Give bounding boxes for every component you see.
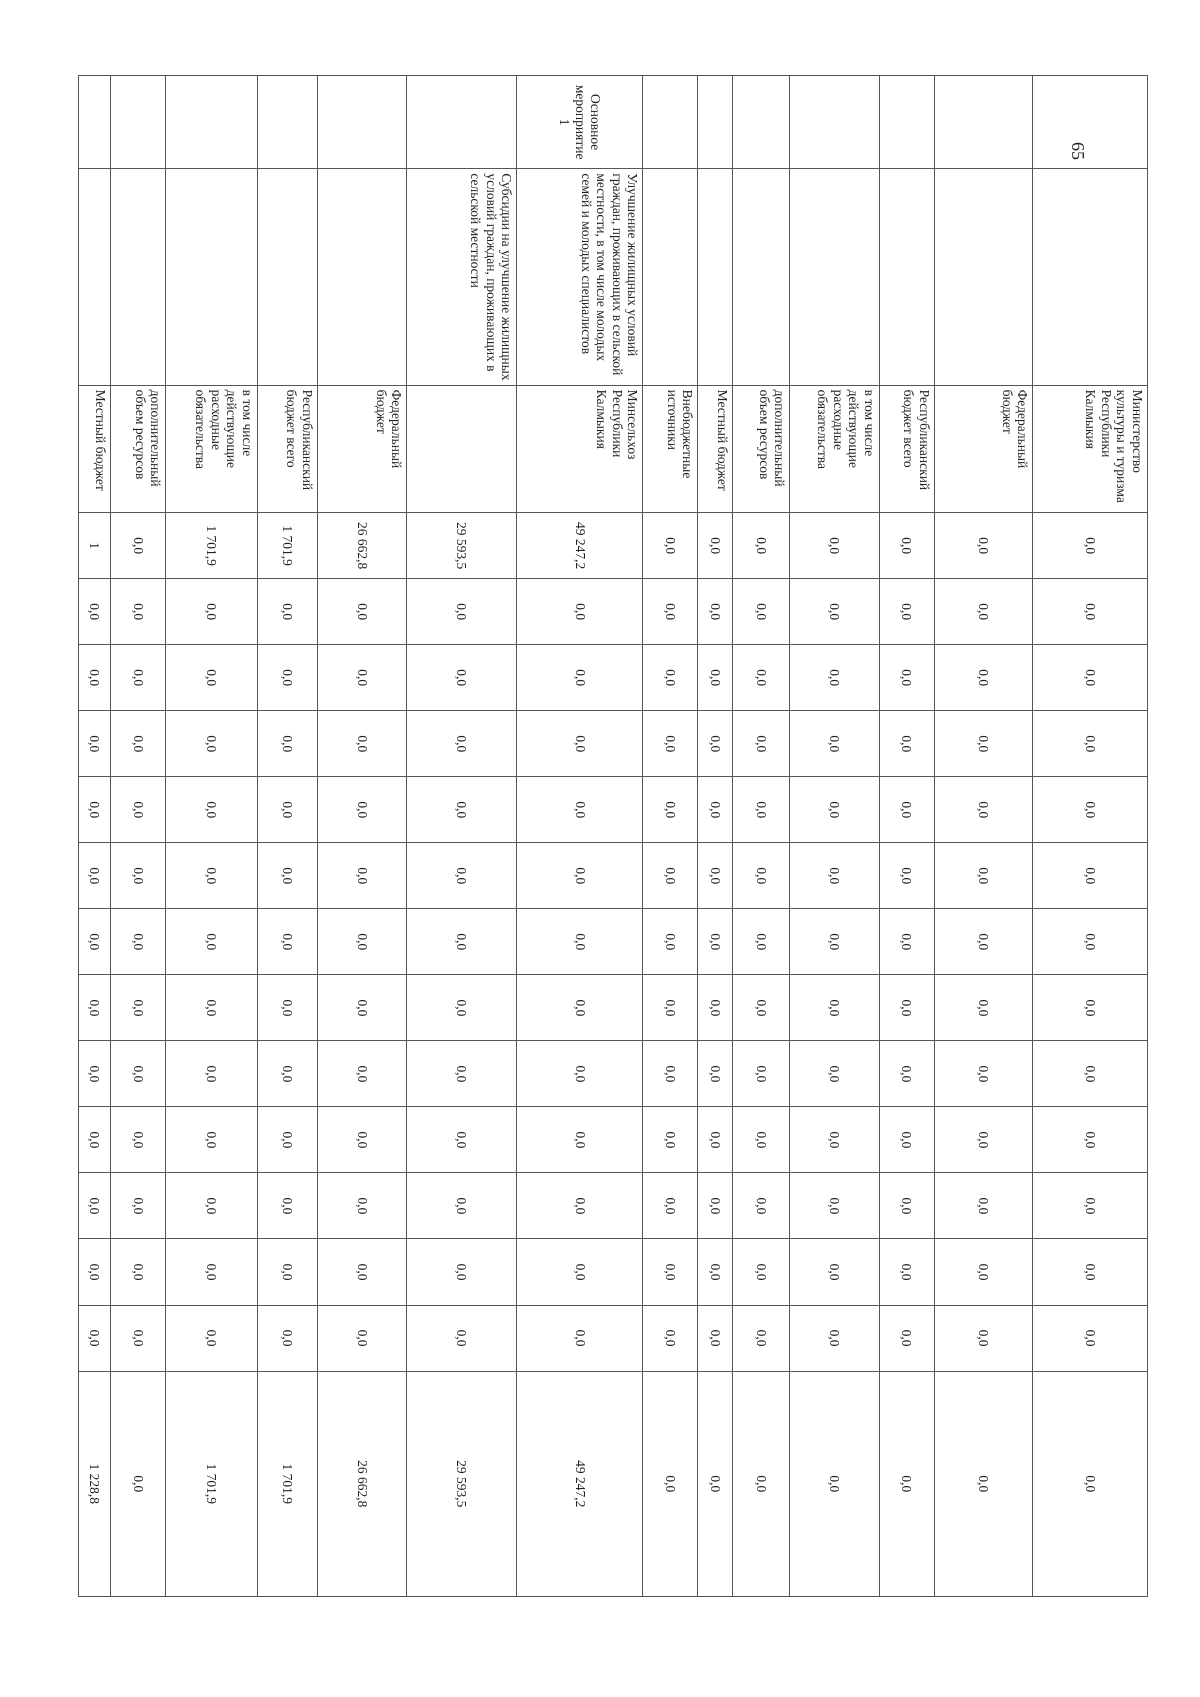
value-cell: 0,0 — [643, 909, 698, 975]
source-cell: Федеральный бюджет — [934, 385, 1033, 513]
value-cell: 0,0 — [790, 513, 879, 579]
value-cell: 0,0 — [643, 975, 698, 1041]
value-cell: 1 — [79, 513, 111, 579]
value-cell: 0,0 — [934, 777, 1033, 843]
event-number-cell — [879, 76, 934, 169]
value-cell: 0,0 — [643, 1041, 698, 1107]
value-cell: 0,0 — [879, 1041, 934, 1107]
table-row — [790, 76, 879, 1597]
source-cell: Местный бюджет — [698, 385, 732, 513]
value-cell: 0,0 — [732, 1305, 789, 1371]
table-row — [317, 76, 406, 1597]
value-cell: 0,0 — [79, 777, 111, 843]
value-cell: 0,0 — [79, 843, 111, 909]
value-cell: 0,0 — [934, 645, 1033, 711]
value-cell: 0,0 — [790, 909, 879, 975]
value-cell: 0,0 — [732, 645, 789, 711]
value-cell: 0,0 — [643, 1305, 698, 1371]
value-cell: 0,0 — [643, 1173, 698, 1239]
source-cell: дополнительный объем ресурсов — [732, 385, 789, 513]
value-cell: 0,0 — [790, 975, 879, 1041]
value-cell: 0,0 — [732, 1173, 789, 1239]
table-row — [111, 76, 166, 1597]
total-value-cell: 49 247,2 — [517, 1371, 643, 1596]
value-cell: 0,0 — [1033, 975, 1148, 1041]
value-cell: 0,0 — [879, 777, 934, 843]
value-cell: 0,0 — [790, 645, 879, 711]
rotated-page — [78, 75, 1148, 1597]
event-number-cell — [1033, 76, 1148, 169]
source-cell: Республиканский бюджет всего — [879, 385, 934, 513]
value-cell: 0,0 — [79, 1173, 111, 1239]
value-cell: 0,0 — [258, 711, 318, 777]
value-cell: 0,0 — [790, 1173, 879, 1239]
value-cell: 29 593,5 — [407, 513, 517, 579]
value-cell: 0,0 — [732, 777, 789, 843]
value-cell: 0,0 — [790, 1305, 879, 1371]
value-cell: 0,0 — [698, 1107, 732, 1173]
value-cell: 0,0 — [698, 777, 732, 843]
source-cell: Республиканский бюджет всего — [258, 385, 318, 513]
value-cell: 0,0 — [111, 645, 166, 711]
event-number-cell — [166, 76, 258, 169]
table-row — [879, 76, 934, 1597]
value-cell: 0,0 — [934, 1305, 1033, 1371]
event-name-cell — [79, 169, 111, 385]
value-cell: 0,0 — [166, 645, 258, 711]
value-cell: 0,0 — [1033, 1239, 1148, 1305]
value-cell: 0,0 — [1033, 843, 1148, 909]
value-cell: 0,0 — [643, 579, 698, 645]
event-number-cell — [407, 76, 517, 169]
total-value-cell: 0,0 — [1033, 1371, 1148, 1596]
value-cell: 0,0 — [1033, 1173, 1148, 1239]
event-number-cell: Основное мероприятие 1 — [517, 76, 643, 169]
value-cell: 0,0 — [1033, 909, 1148, 975]
value-cell: 0,0 — [111, 1041, 166, 1107]
event-number-cell — [111, 76, 166, 169]
value-cell: 0,0 — [166, 777, 258, 843]
value-cell: 0,0 — [1033, 1041, 1148, 1107]
event-name-cell — [258, 169, 318, 385]
value-cell: 0,0 — [79, 711, 111, 777]
table-row — [258, 76, 318, 1597]
value-cell: 0,0 — [317, 645, 406, 711]
value-cell: 0,0 — [790, 1041, 879, 1107]
value-cell: 0,0 — [879, 1239, 934, 1305]
total-value-cell: 0,0 — [111, 1371, 166, 1596]
value-cell: 0,0 — [934, 1107, 1033, 1173]
value-cell: 0,0 — [879, 579, 934, 645]
event-number-cell — [698, 76, 732, 169]
value-cell: 1 701,9 — [166, 513, 258, 579]
source-cell — [407, 385, 517, 513]
value-cell: 0,0 — [111, 579, 166, 645]
event-name-cell — [317, 169, 406, 385]
source-cell: Министерство культуры и туризма Республики Калмыкия — [1033, 385, 1148, 513]
value-cell: 0,0 — [1033, 711, 1148, 777]
value-cell: 0,0 — [407, 777, 517, 843]
table-row — [732, 76, 789, 1597]
value-cell: 0,0 — [732, 1239, 789, 1305]
value-cell: 0,0 — [934, 909, 1033, 975]
value-cell: 0,0 — [879, 909, 934, 975]
value-cell: 0,0 — [517, 1239, 643, 1305]
value-cell: 0,0 — [517, 1305, 643, 1371]
event-number-cell — [790, 76, 879, 169]
value-cell: 0,0 — [317, 777, 406, 843]
value-cell: 0,0 — [258, 975, 318, 1041]
total-value-cell: 29 593,5 — [407, 1371, 517, 1596]
value-cell: 0,0 — [407, 843, 517, 909]
event-name-cell — [166, 169, 258, 385]
value-cell: 0,0 — [879, 1107, 934, 1173]
event-name-cell — [732, 169, 789, 385]
value-cell: 0,0 — [258, 1107, 318, 1173]
value-cell: 0,0 — [166, 1107, 258, 1173]
value-cell: 0,0 — [317, 843, 406, 909]
value-cell: 0,0 — [934, 1239, 1033, 1305]
event-name-cell: Субсидии на улучшение жилищных условий граждан, проживающих в сельской местности — [407, 169, 517, 385]
value-cell: 0,0 — [317, 1239, 406, 1305]
source-cell: Федеральный бюджет — [317, 385, 406, 513]
value-cell: 0,0 — [79, 579, 111, 645]
value-cell: 0,0 — [934, 711, 1033, 777]
value-cell: 0,0 — [643, 843, 698, 909]
value-cell: 0,0 — [258, 909, 318, 975]
value-cell: 0,0 — [790, 1239, 879, 1305]
value-cell: 0,0 — [879, 975, 934, 1041]
value-cell: 0,0 — [698, 1305, 732, 1371]
value-cell: 0,0 — [111, 513, 166, 579]
event-number-cell — [317, 76, 406, 169]
value-cell: 0,0 — [517, 711, 643, 777]
value-cell: 0,0 — [166, 1305, 258, 1371]
value-cell: 0,0 — [879, 513, 934, 579]
source-cell: в том числе действующие расходные обязательства — [166, 385, 258, 513]
value-cell: 0,0 — [258, 843, 318, 909]
event-number-cell — [934, 76, 1033, 169]
value-cell: 0,0 — [732, 579, 789, 645]
value-cell: 49 247,2 — [517, 513, 643, 579]
value-cell: 0,0 — [258, 1305, 318, 1371]
value-cell: 0,0 — [1033, 1107, 1148, 1173]
value-cell: 0,0 — [934, 579, 1033, 645]
total-value-cell: 0,0 — [698, 1371, 732, 1596]
value-cell: 0,0 — [407, 1107, 517, 1173]
value-cell: 0,0 — [407, 579, 517, 645]
table-row — [79, 76, 111, 1597]
value-cell: 0,0 — [166, 579, 258, 645]
value-cell: 0,0 — [732, 975, 789, 1041]
source-cell: Внебюджетные источники — [643, 385, 698, 513]
event-name-cell — [790, 169, 879, 385]
value-cell: 0,0 — [407, 1173, 517, 1239]
value-cell: 0,0 — [517, 843, 643, 909]
value-cell: 0,0 — [258, 645, 318, 711]
value-cell: 0,0 — [517, 645, 643, 711]
value-cell: 0,0 — [317, 1173, 406, 1239]
page-number: 65 — [1068, 142, 1088, 160]
event-name-cell — [879, 169, 934, 385]
total-value-cell: 0,0 — [879, 1371, 934, 1596]
value-cell: 0,0 — [698, 579, 732, 645]
event-name-cell — [643, 169, 698, 385]
value-cell: 0,0 — [790, 777, 879, 843]
table-row — [1033, 76, 1148, 1597]
value-cell: 0,0 — [317, 1305, 406, 1371]
value-cell: 0,0 — [317, 579, 406, 645]
value-cell: 0,0 — [934, 843, 1033, 909]
value-cell: 0,0 — [166, 975, 258, 1041]
event-number-cell — [732, 76, 789, 169]
event-name-cell — [698, 169, 732, 385]
value-cell: 0,0 — [643, 513, 698, 579]
value-cell: 0,0 — [643, 1239, 698, 1305]
value-cell: 0,0 — [517, 1041, 643, 1107]
value-cell: 0,0 — [111, 975, 166, 1041]
table-row — [166, 76, 258, 1597]
value-cell: 0,0 — [1033, 1305, 1148, 1371]
value-cell: 0,0 — [790, 579, 879, 645]
value-cell: 0,0 — [643, 777, 698, 843]
value-cell: 0,0 — [166, 1041, 258, 1107]
table-row — [698, 76, 732, 1597]
value-cell: 0,0 — [317, 975, 406, 1041]
value-cell: 0,0 — [879, 843, 934, 909]
value-cell: 0,0 — [517, 975, 643, 1041]
value-cell: 0,0 — [517, 579, 643, 645]
value-cell: 0,0 — [732, 513, 789, 579]
value-cell: 0,0 — [643, 1107, 698, 1173]
value-cell: 0,0 — [1033, 777, 1148, 843]
value-cell: 0,0 — [111, 1305, 166, 1371]
table-row — [407, 76, 517, 1597]
value-cell: 0,0 — [732, 711, 789, 777]
value-cell: 0,0 — [317, 1041, 406, 1107]
source-cell: Минсельхоз Республики Калмыкия — [517, 385, 643, 513]
value-cell: 0,0 — [111, 843, 166, 909]
value-cell: 0,0 — [258, 1173, 318, 1239]
value-cell: 0,0 — [258, 579, 318, 645]
value-cell: 0,0 — [166, 711, 258, 777]
total-value-cell: 0,0 — [790, 1371, 879, 1596]
event-number-cell — [643, 76, 698, 169]
value-cell: 0,0 — [407, 1305, 517, 1371]
value-cell: 0,0 — [166, 909, 258, 975]
value-cell: 0,0 — [407, 711, 517, 777]
total-value-cell: 1 701,9 — [166, 1371, 258, 1596]
value-cell: 0,0 — [879, 1173, 934, 1239]
value-cell: 0,0 — [732, 1041, 789, 1107]
total-value-cell: 1 701,9 — [258, 1371, 318, 1596]
value-cell: 0,0 — [732, 909, 789, 975]
event-number-cell — [258, 76, 318, 169]
value-cell: 0,0 — [111, 711, 166, 777]
value-cell: 0,0 — [79, 645, 111, 711]
value-cell: 0,0 — [407, 645, 517, 711]
event-name-cell: Улучшение жилищных условий граждан, проживающих в сельской местности, в том числе молодых семей и молодых специалистов — [517, 169, 643, 385]
value-cell: 0,0 — [1033, 579, 1148, 645]
source-cell: в том числе действующие расходные обязательства — [790, 385, 879, 513]
value-cell: 0,0 — [698, 909, 732, 975]
value-cell: 0,0 — [79, 1107, 111, 1173]
budget-table — [78, 75, 1148, 1597]
value-cell: 0,0 — [1033, 645, 1148, 711]
value-cell: 0,0 — [698, 975, 732, 1041]
event-name-cell — [1033, 169, 1148, 385]
total-value-cell: 1 228,8 — [79, 1371, 111, 1596]
value-cell: 0,0 — [407, 975, 517, 1041]
value-cell: 0,0 — [166, 1173, 258, 1239]
value-cell: 0,0 — [698, 513, 732, 579]
total-value-cell: 0,0 — [732, 1371, 789, 1596]
value-cell: 0,0 — [517, 1173, 643, 1239]
value-cell: 0,0 — [166, 1239, 258, 1305]
value-cell: 0,0 — [934, 513, 1033, 579]
value-cell: 0,0 — [934, 975, 1033, 1041]
event-number-cell — [79, 76, 111, 169]
value-cell: 0,0 — [934, 1173, 1033, 1239]
value-cell: 0,0 — [317, 1107, 406, 1173]
value-cell: 0,0 — [111, 1107, 166, 1173]
value-cell: 0,0 — [517, 909, 643, 975]
value-cell: 0,0 — [934, 1041, 1033, 1107]
value-cell: 0,0 — [698, 1041, 732, 1107]
value-cell: 0,0 — [407, 1041, 517, 1107]
value-cell: 0,0 — [111, 1239, 166, 1305]
value-cell: 26 662,8 — [317, 513, 406, 579]
value-cell: 0,0 — [317, 711, 406, 777]
value-cell: 0,0 — [407, 909, 517, 975]
value-cell: 1 701,9 — [258, 513, 318, 579]
value-cell: 0,0 — [643, 645, 698, 711]
value-cell: 0,0 — [111, 777, 166, 843]
total-value-cell: 0,0 — [934, 1371, 1033, 1596]
event-name-cell — [934, 169, 1033, 385]
value-cell: 0,0 — [643, 711, 698, 777]
value-cell: 0,0 — [258, 777, 318, 843]
value-cell: 0,0 — [879, 645, 934, 711]
source-cell: дополнительный объем ресурсов — [111, 385, 166, 513]
value-cell: 0,0 — [111, 909, 166, 975]
value-cell: 0,0 — [698, 645, 732, 711]
value-cell: 0,0 — [879, 711, 934, 777]
value-cell: 0,0 — [790, 711, 879, 777]
event-name-cell — [111, 169, 166, 385]
value-cell: 0,0 — [111, 1173, 166, 1239]
value-cell: 0,0 — [166, 843, 258, 909]
value-cell: 0,0 — [790, 1107, 879, 1173]
value-cell: 0,0 — [79, 975, 111, 1041]
value-cell: 0,0 — [79, 1239, 111, 1305]
value-cell: 0,0 — [698, 1173, 732, 1239]
value-cell: 0,0 — [517, 1107, 643, 1173]
table-row — [517, 76, 643, 1597]
value-cell: 0,0 — [698, 711, 732, 777]
table-row — [643, 76, 698, 1597]
value-cell: 0,0 — [790, 843, 879, 909]
value-cell: 0,0 — [317, 909, 406, 975]
value-cell: 0,0 — [732, 843, 789, 909]
source-cell: Местный бюджет — [79, 385, 111, 513]
total-value-cell: 0,0 — [643, 1371, 698, 1596]
value-cell: 0,0 — [258, 1041, 318, 1107]
value-cell: 0,0 — [258, 1239, 318, 1305]
total-value-cell: 26 662,8 — [317, 1371, 406, 1596]
value-cell: 0,0 — [517, 777, 643, 843]
value-cell: 0,0 — [879, 1305, 934, 1371]
value-cell: 0,0 — [407, 1239, 517, 1305]
table-row — [934, 76, 1033, 1597]
value-cell: 0,0 — [732, 1107, 789, 1173]
value-cell: 0,0 — [698, 843, 732, 909]
value-cell: 0,0 — [1033, 513, 1148, 579]
value-cell: 0,0 — [698, 1239, 732, 1305]
value-cell: 0,0 — [79, 1305, 111, 1371]
value-cell: 0,0 — [79, 909, 111, 975]
value-cell: 0,0 — [79, 1041, 111, 1107]
